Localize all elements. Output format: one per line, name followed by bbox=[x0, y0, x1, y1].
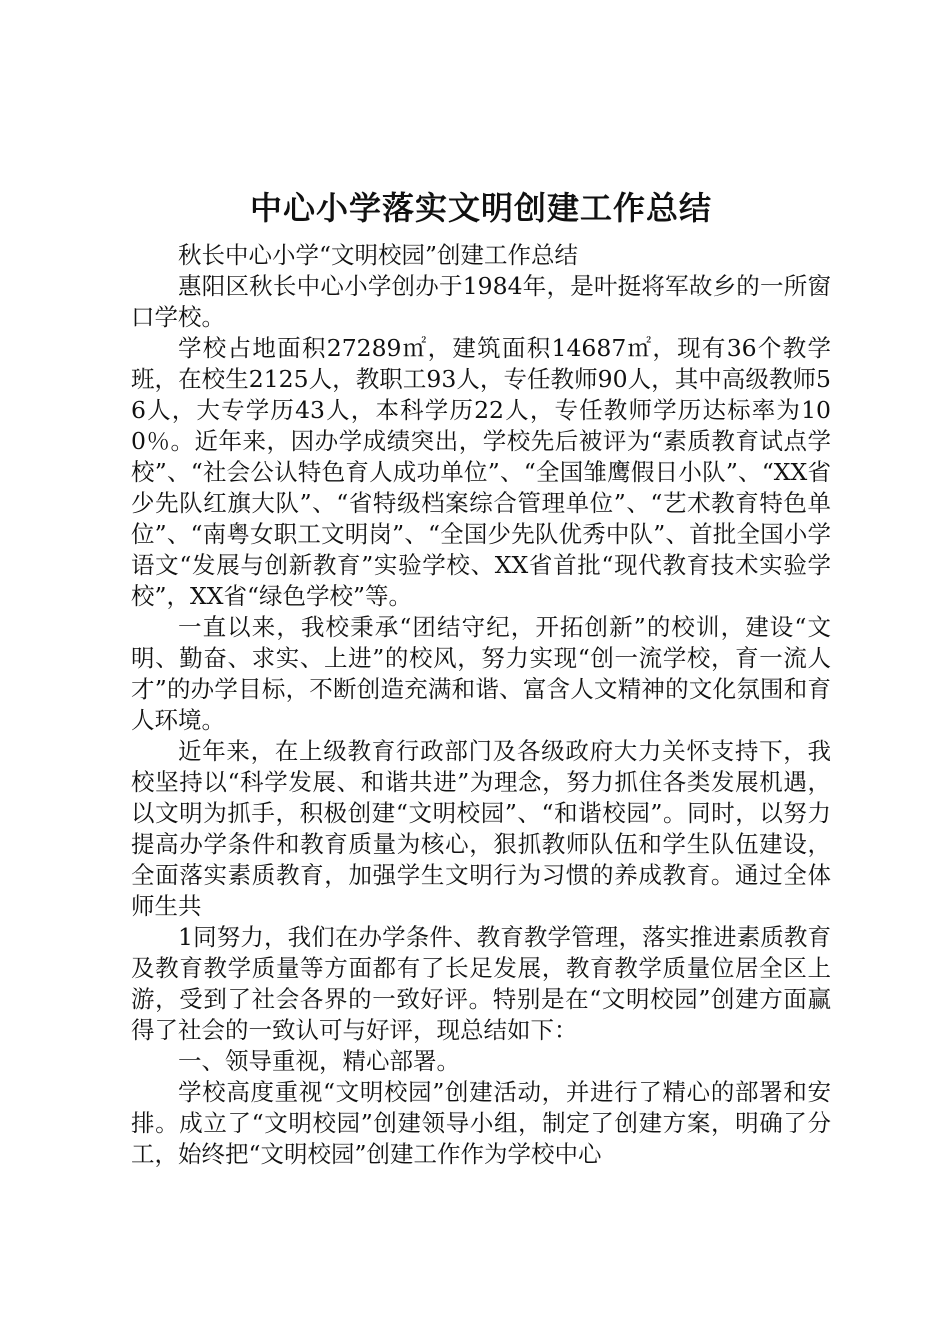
document-title: 中心小学落实文明创建工作总结 bbox=[249, 189, 712, 227]
paragraph-leadership: 学校高度重视“文明校园”创建活动，并进行了精心的部署和安排。成立了“文明校园”创建领导小组，制定了创建方案，明确了分工，始终把“文明校园”创建工作作为学校中心 bbox=[131, 1078, 831, 1168]
paragraph-school-intro: 惠阳区秋长中心小学创办于1984年，是叶挺将军故乡的一所窗口学校。 bbox=[131, 272, 831, 331]
paragraph-school-motto: 一直以来，我校秉承“团结守纪，开拓创新”的校训，建设“文明、勤奋、求实、上进”的校风，努力实现“创一流学校，育一流人才”的办学目标，不断创造充满和谐、富含人文精神的文化氛围和育人环境。 bbox=[131, 613, 831, 734]
section-heading-leadership: 一、领导重视，精心部署。 bbox=[178, 1047, 460, 1075]
paragraph-school-facts: 学校占地面积27289㎡，建筑面积14687㎡，现有36个教学班，在校生2125人，教职工93人，专任教师90人，其中高级教师56人，大专学历43人，本科学历22人，专任教师学历达标率为100％。近年来，因办学成绩突出，学校先后被评为“素质教育试点学校”、“社会公认特色育人成功单位”、“全国雏鹰假日小队”、“XX省少先队红旗大队”、“省特级档案综合管理单位”、“艺术教育特色单位”、“南粤女职工文明岗”、“全国少先队优秀中队”、首批全国小学语文“发展与创新教育”实验学校、XX省首批“现代教育技术实验学校”，XX省“绿色学校”等。 bbox=[131, 334, 831, 610]
document-page bbox=[131, 186, 831, 1170]
paragraph-recent-years: 近年来，在上级教育行政部门及各级政府大力关怀支持下，我校坚持以“科学发展、和谐共进”为理念，努力抓住各类发展机遇，以文明为抓手，积极创建“文明校园”、“和谐校园”。同时，以努力提高办学条件和教育质量为核心，狠抓教师队伍和学生队伍建设，全面落实素质教育，加强学生文明行为习惯的养成教育。通过全体师生共 bbox=[131, 737, 831, 920]
paragraph-joint-effort: 1同努力，我们在办学条件、教育教学管理，落实推进素质教育及教育教学质量等方面都有了长足发展，教育教学质量位居全区上游，受到了社会各界的一致好评。特别是在“文明校园”创建方面赢得了社会的一致认可与好评，现总结如下： bbox=[131, 923, 831, 1044]
paragraph-subtitle: 秋长中心小学“文明校园”创建工作总结 bbox=[178, 241, 579, 269]
